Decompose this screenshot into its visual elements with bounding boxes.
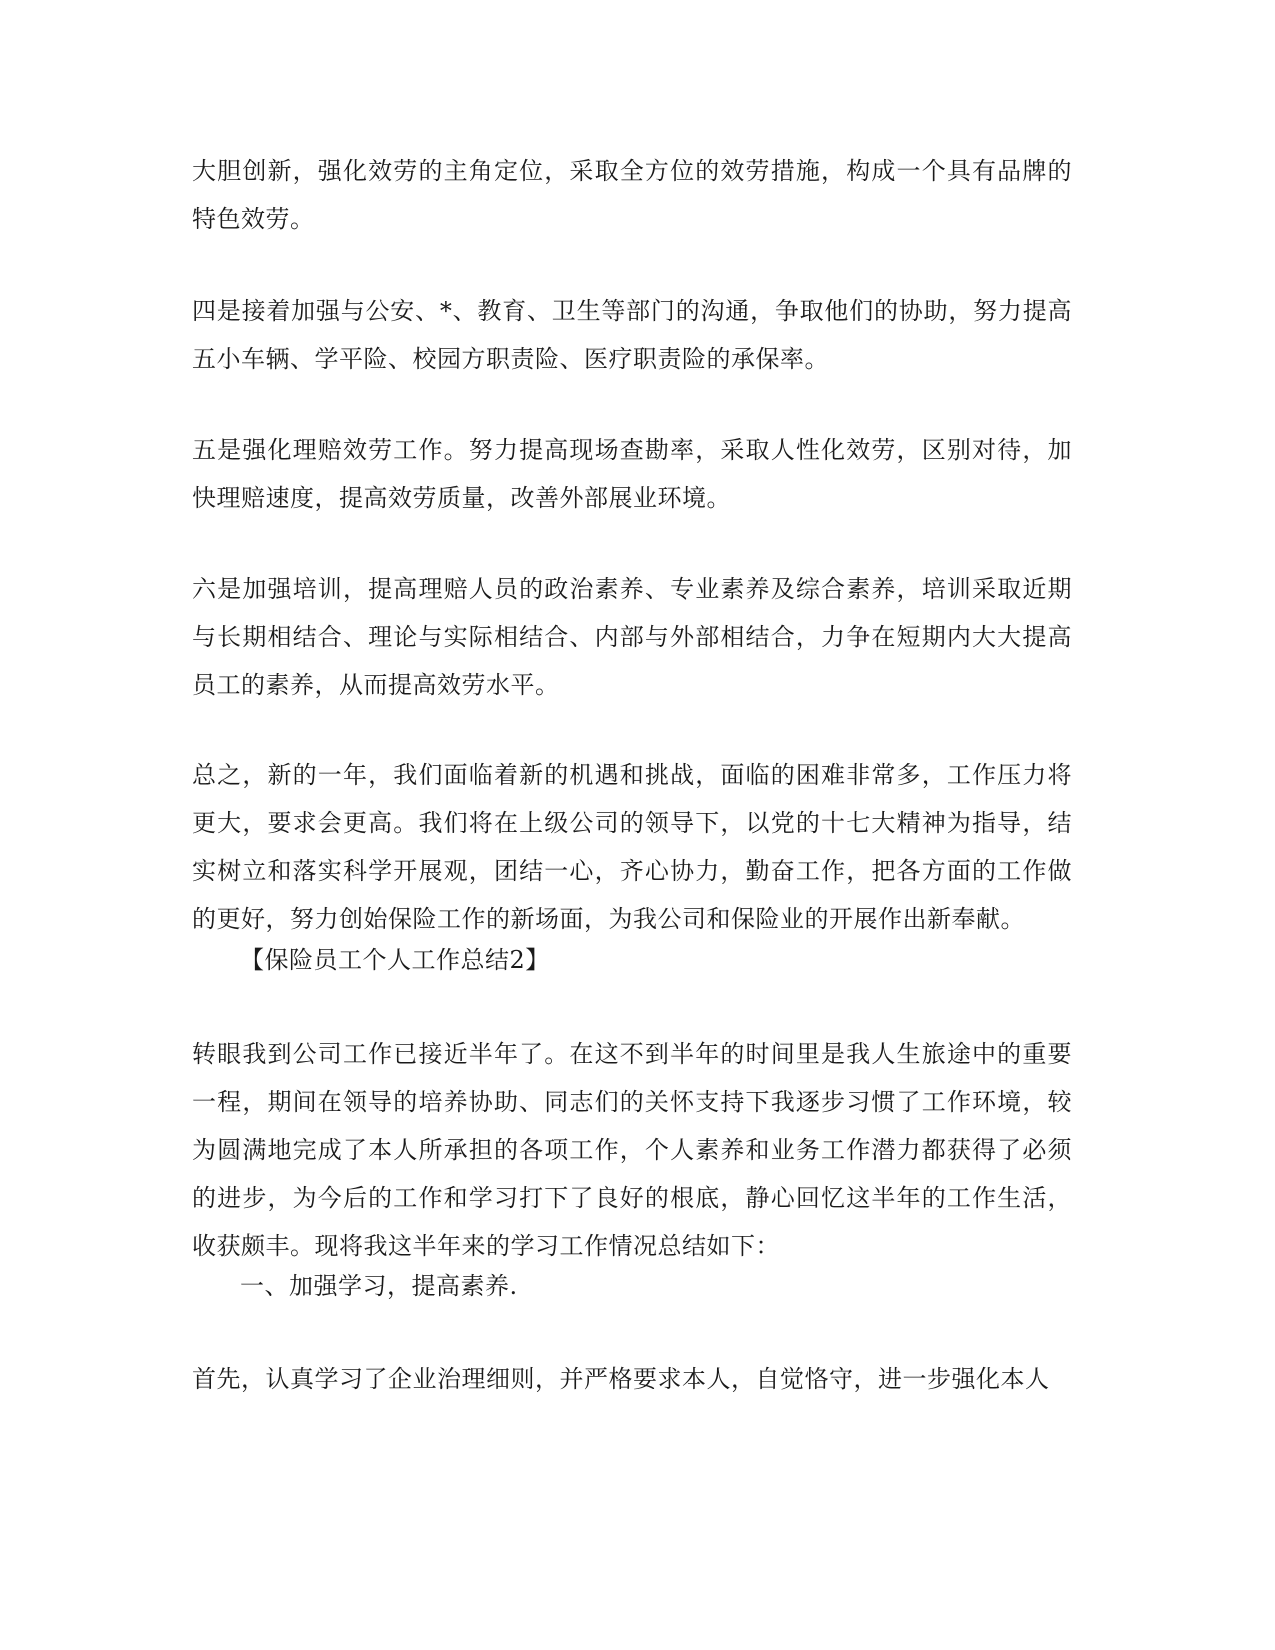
paragraph-item-four: 四是接着加强与公安、*、教育、卫生等部门的沟通，争取他们的协助，努力提高五小车辆、学平险、校园方职责险、医疗职责险的承保率。: [192, 297, 1072, 373]
subheading-item-one: 一、加强学习，提高素养.: [240, 1272, 518, 1300]
paragraph-service-innovation: 大胆创新，强化效劳的主角定位，采取全方位的效劳措施，构成一个具有品牌的特色效劳。: [192, 157, 1072, 233]
paragraph-intro: 转眼我到公司工作已接近半年了。在这不到半年的时间里是我人生旅途中的重要一程，期间在领导的培养协助、同志们的关怀支持下我逐步习惯了工作环境，较为圆满地完成了本人所承担的各项工作，个人素养和业务工作潜力都获得了必须的进步，为今后的工作和学习打下了良好的根底，静心回忆这半年的工作生活，收获颇丰。现将我这半年来的学习工作情况总结如下：: [192, 1040, 1072, 1260]
paragraph-first: 首先，认真学习了企业治理细则，并严格要求本人，自觉恪守，进一步强化本人: [192, 1365, 1050, 1393]
section-heading: 【保险员工个人工作总结2】: [240, 946, 550, 974]
paragraph-item-five: 五是强化理赔效劳工作。努力提高现场查勘率，采取人性化效劳，区别对待，加快理赔速度，提高效劳质量，改善外部展业环境。: [192, 436, 1072, 512]
paragraph-item-six: 六是加强培训，提高理赔人员的政治素养、专业素养及综合素养，培训采取近期与长期相结合、理论与实际相结合、内部与外部相结合，力争在短期内大大提高员工的素养，从而提高效劳水平。: [192, 575, 1072, 699]
paragraph-conclusion: 总之，新的一年，我们面临着新的机遇和挑战，面临的困难非常多，工作压力将更大，要求会更高。我们将在上级公司的领导下，以党的十七大精神为指导，结实树立和落实科学开展观，团结一心，齐心协力，勤奋工作，把各方面的工作做的更好，努力创始保险工作的新场面，为我公司和保险业的开展作出新奉献。: [192, 761, 1072, 933]
